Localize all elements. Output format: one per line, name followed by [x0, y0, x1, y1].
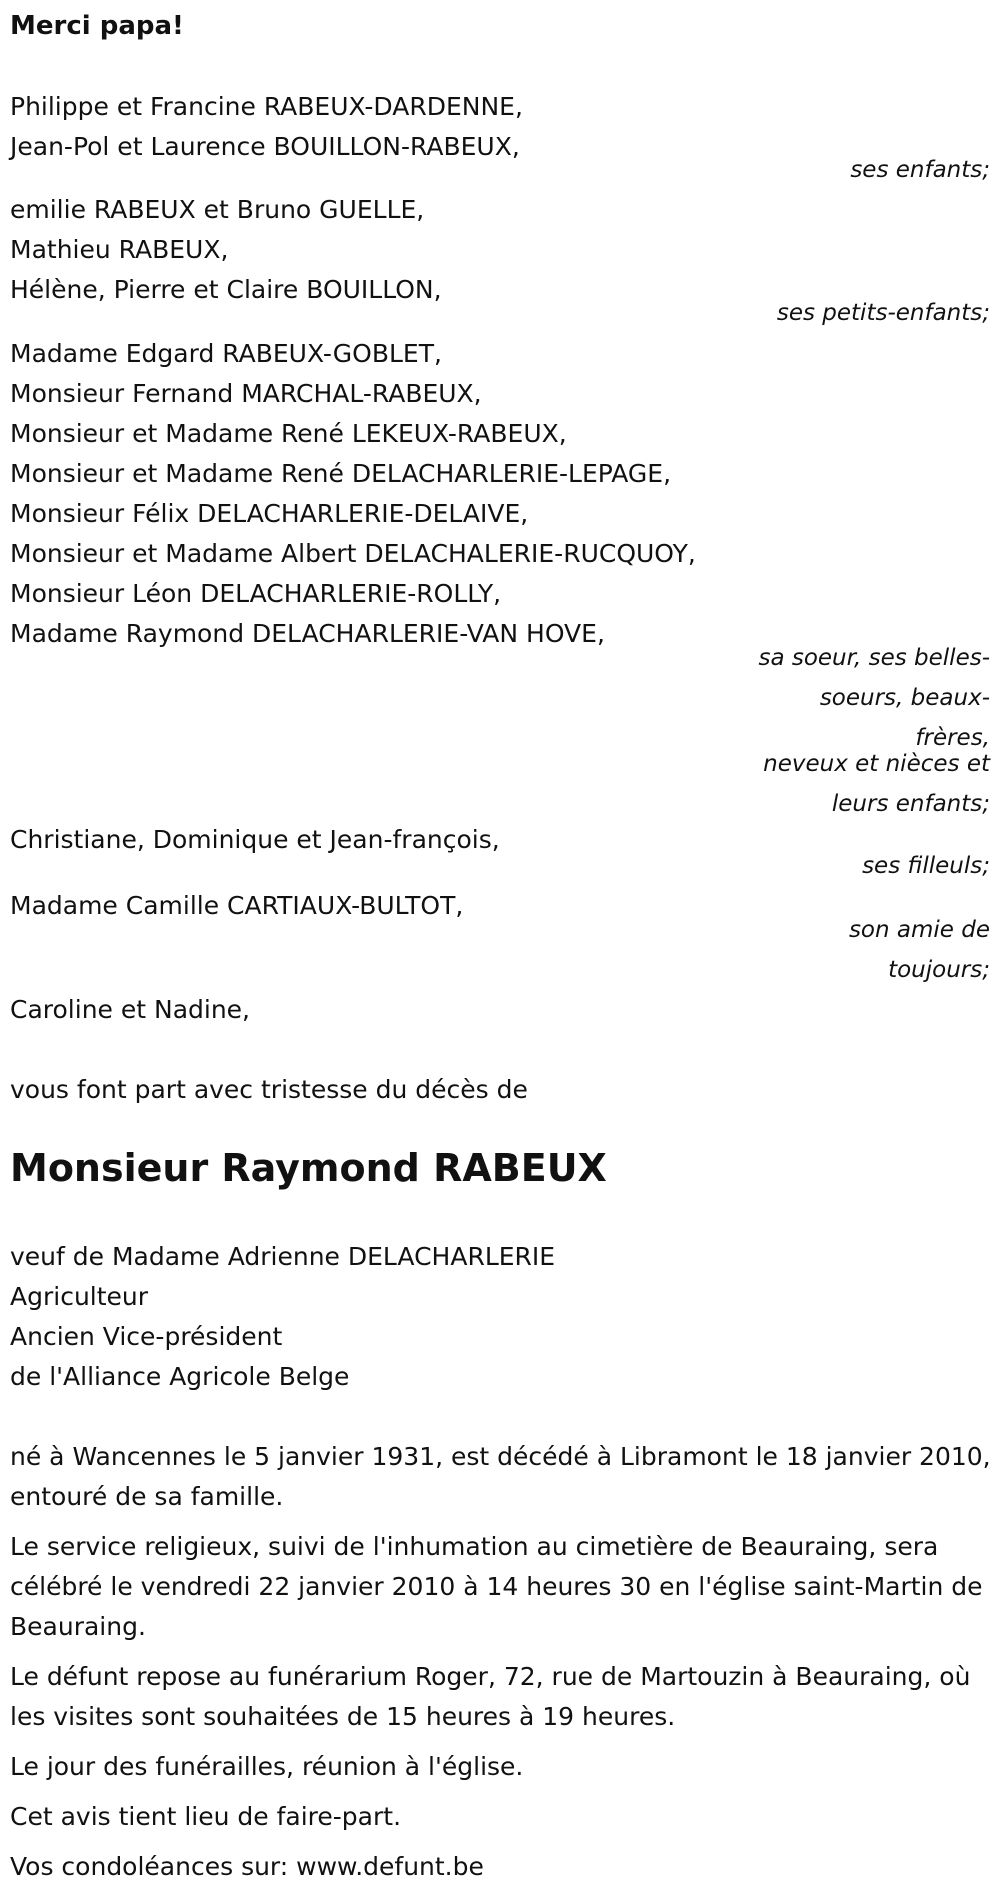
faire-part-paragraph: Cet avis tient lieu de faire-part.	[10, 1802, 402, 1831]
name-line: Christiane, Dominique et Jean-françois,	[10, 825, 500, 854]
name-line: Monsieur et Madame René LEKEUX-RABEUX,	[10, 419, 567, 448]
funerarium-paragraph: Le défunt repose au funérarium Roger, 72, rue de Martouzin à Beauraing, où les visites sont souhaitées de 15 heures à 19 heures.	[10, 1662, 971, 1731]
deceased-detail: veuf de Madame Adrienne DELACHARLERIE	[10, 1242, 556, 1271]
reunion-paragraph: Le jour des funérailles, réunion à l'église.	[10, 1752, 524, 1781]
name-line: Madame Raymond DELACHARLERIE-VAN HOVE,	[10, 619, 605, 648]
relation-line: son amie de	[848, 917, 990, 943]
name-line: Madame Edgard RABEUX-GOBLET,	[10, 339, 442, 368]
relation-label	[730, 910, 990, 990]
name-line: Monsieur et Madame Albert DELACHALERIE-RUCQUOY,	[10, 539, 696, 568]
relation-line: soeurs, beaux-	[819, 685, 990, 711]
relation-label	[730, 638, 990, 824]
birth-death-paragraph: né à Wancennes le 5 janvier 1931, est décédé à Libramont le 18 janvier 2010, entouré de sa famille.	[10, 1442, 991, 1511]
relation-line: neveux et nièces et	[763, 751, 990, 777]
relation-line: leurs enfants;	[831, 791, 990, 817]
name-line: Monsieur Fernand MARCHAL-RABEUX,	[10, 379, 482, 408]
name-line: Monsieur Léon DELACHARLERIE-ROLLY,	[10, 579, 502, 608]
name-line: Monsieur et Madame René DELACHARLERIE-LEPAGE,	[10, 459, 672, 488]
relation-line: sa soeur, ses belles-	[758, 645, 990, 671]
name-line: Hélène, Pierre et Claire BOUILLON,	[10, 275, 442, 304]
notice-title: Merci papa!	[10, 11, 184, 41]
name-line: emilie RABEUX et Bruno GUELLE,	[10, 195, 425, 224]
name-line: Mathieu RABEUX,	[10, 235, 229, 264]
relation-line: toujours;	[888, 957, 990, 983]
condoleances-paragraph: Vos condoléances sur: www.defunt.be	[10, 1852, 484, 1881]
name-line: Madame Camille CARTIAUX-BULTOT,	[10, 891, 464, 920]
relation-line: frères,	[915, 725, 990, 751]
name-line: Monsieur Félix DELACHARLERIE-DELAIVE,	[10, 499, 529, 528]
relation-label: ses enfants;	[850, 157, 990, 183]
deceased-detail: Ancien Vice-président	[10, 1322, 283, 1351]
relation-label: ses filleuls;	[862, 853, 990, 879]
deceased-detail: de l'Alliance Agricole Belge	[10, 1362, 350, 1391]
name-line: Philippe et Francine RABEUX-DARDENNE,	[10, 92, 523, 121]
deceased-name: Monsieur Raymond RABEUX	[10, 1146, 607, 1190]
announcement: vous font part avec tristesse du décès de	[10, 1075, 528, 1104]
relation-label: ses petits-enfants;	[776, 300, 990, 326]
service-paragraph: Le service religieux, suivi de l'inhumation au cimetière de Beauraing, sera célébré le vendredi 22 janvier 2010 à 14 heures 30 en l'église saint-Martin de Beauraing.	[10, 1532, 983, 1641]
name-line: Caroline et Nadine,	[10, 995, 251, 1024]
deceased-detail: Agriculteur	[10, 1282, 149, 1311]
name-line: Jean-Pol et Laurence BOUILLON-RABEUX,	[10, 132, 520, 161]
